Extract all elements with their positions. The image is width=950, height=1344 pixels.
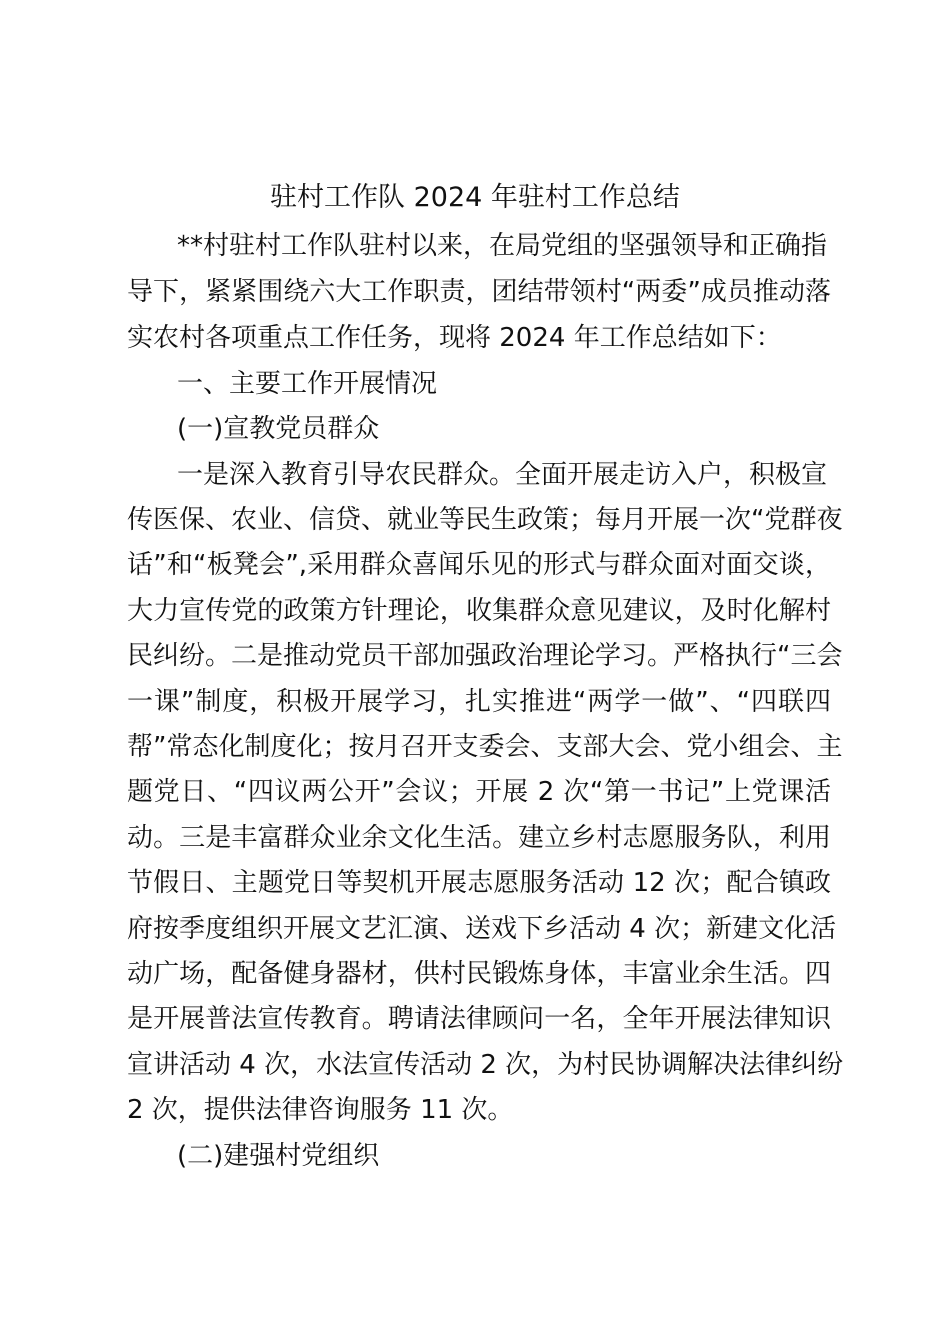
body-line-8: 题党日、“四议两公开”会议；开展 2 次“第一书记”上党课活 <box>127 777 831 807</box>
section-heading-1: 一、主要工作开展情况 <box>177 369 438 399</box>
subsection-heading-2: (二)建强村党组织 <box>177 1141 380 1171</box>
body-line-10: 节假日、主题党日等契机开展志愿服务活动 12 次；配合镇政 <box>127 868 831 898</box>
body-line-1: 一是深入教育引导农民群众。全面开展走访入户，积极宣 <box>177 460 828 490</box>
body-line-2: 传医保、农业、信贷、就业等民生政策；每月开展一次“党群夜 <box>127 505 843 535</box>
body-line-13: 是开展普法宣传教育。聘请法律顾问一名，全年开展法律知识 <box>127 1004 831 1034</box>
body-line-15: 2 次，提供法律咨询服务 11 次。 <box>127 1095 514 1125</box>
intro-line-1: **村驻村工作队驻村以来，在局党组的坚强领导和正确指 <box>177 231 828 261</box>
body-line-7: 帮”常态化制度化；按月召开支委会、支部大会、党小组会、主 <box>127 732 843 762</box>
body-line-12: 动广场，配备健身器材，供村民锻炼身体，丰富业余生活。四 <box>127 959 831 989</box>
body-line-9: 动。三是丰富群众业余文化生活。建立乡村志愿服务队，利用 <box>127 823 831 853</box>
subsection-heading-1: (一)宣教党员群众 <box>177 414 380 444</box>
intro-line-3: 实农村各项重点工作任务，现将 2024 年工作总结如下： <box>127 323 782 353</box>
body-line-11: 府按季度组织开展文艺汇演、送戏下乡活动 4 次；新建文化活 <box>127 914 837 944</box>
document-title: 驻村工作队 2024 年驻村工作总结 <box>270 182 680 213</box>
body-line-14: 宣讲活动 4 次，水法宣传活动 2 次，为村民协调解决法律纠纷 <box>127 1050 844 1080</box>
body-line-4: 大力宣传党的政策方针理论，收集群众意见建议，及时化解村 <box>127 596 831 626</box>
body-line-3: 话”和“板凳会”,采用群众喜闻乐见的形式与群众面对面交谈， <box>127 550 831 580</box>
intro-line-2: 导下，紧紧围绕六大工作职责，团结带领村“两委”成员推动落 <box>127 277 831 307</box>
body-line-6: 一课”制度，积极开展学习，扎实推进“两学一做”、“四联四 <box>127 687 831 717</box>
body-line-5: 民纠纷。二是推动党员干部加强政治理论学习。严格执行“三会 <box>127 641 843 671</box>
